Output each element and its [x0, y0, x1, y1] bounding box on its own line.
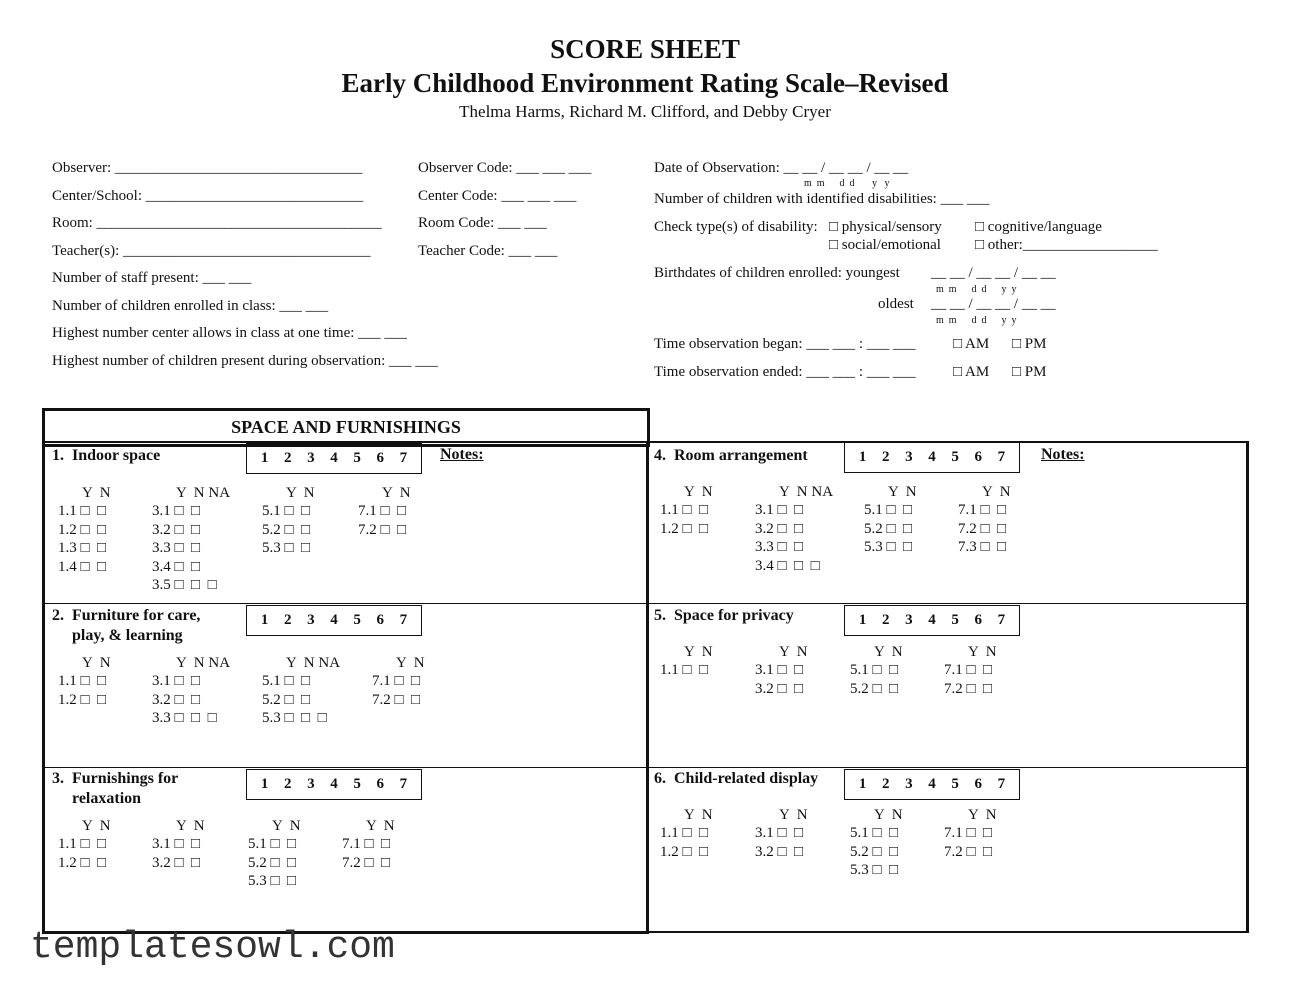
staff-present-field[interactable]: Number of staff present: ___ ___	[52, 270, 252, 286]
indicator-row[interactable]: 1.2 □ □	[58, 854, 107, 871]
rating-option[interactable]: 2	[283, 450, 292, 466]
notes-label-1: Notes:	[440, 446, 484, 463]
indicator-row[interactable]: 3.4 □ □	[152, 558, 201, 575]
yn-header: Y N NA	[176, 655, 231, 671]
indicator-row[interactable]: 1.1 □ □	[660, 825, 709, 841]
rating-option[interactable]: 2	[881, 612, 890, 628]
indicator-row[interactable]: 1.2 □ □	[660, 843, 709, 860]
indicator-row[interactable]: 3.2 □ □	[152, 691, 201, 708]
highest-allowed-field[interactable]: Highest number center allows in class at one time: ___ ___	[52, 325, 407, 341]
rating-option[interactable]: 1	[858, 612, 867, 628]
indicator-row[interactable]: 5.2 □ □	[864, 520, 913, 537]
rating-scale[interactable]	[246, 443, 422, 474]
rating-option[interactable]: 5	[353, 612, 361, 628]
yn-header: Y N	[779, 807, 808, 823]
indicator-row[interactable]: 1.1 □ □	[58, 836, 107, 852]
oldest-hint: m m d d y y	[936, 315, 1017, 326]
rating-option[interactable]: 6	[974, 776, 983, 792]
rating-option[interactable]: 6	[376, 776, 385, 792]
rating-option[interactable]: 3	[905, 612, 913, 628]
rating-option[interactable]: 1	[260, 450, 269, 466]
time-began-field[interactable]: Time observation began: ___ ___ : ___ ___	[654, 336, 916, 352]
center-field[interactable]: Center/School: _____________________________	[52, 188, 364, 204]
indicator-row[interactable]: 3.1 □ □	[755, 662, 804, 678]
indicator-row[interactable]: 7.2 □ □	[944, 843, 993, 860]
teacher-field[interactable]: Teacher(s): _________________________________	[52, 243, 371, 259]
room-code-field[interactable]: Room Code: ___ ___	[418, 215, 547, 231]
rating-option[interactable]: 6	[974, 612, 983, 628]
rating-option[interactable]: 1	[260, 776, 269, 792]
yn-header: Y N	[176, 818, 205, 834]
rating-option[interactable]: 4	[330, 450, 338, 466]
time-ended-field[interactable]: Time observation ended: ___ ___ : ___ ___	[654, 364, 916, 380]
indicator-row[interactable]: 1.1 □ □	[58, 503, 107, 519]
divider	[44, 603, 1247, 604]
item-title: 2. Furniture for care, play, & learning	[52, 607, 201, 644]
rating-option[interactable]: 7	[399, 776, 408, 792]
highest-present-field[interactable]: Highest number of children present during observation: ___ ___	[52, 353, 438, 369]
indicator-row[interactable]: 7.2 □ □	[342, 854, 391, 871]
yn-header: Y N	[874, 644, 903, 660]
page-title: SCORE SHEET	[550, 34, 740, 64]
teacher-code-field[interactable]: Teacher Code: ___ ___	[418, 243, 558, 259]
ended-am-checkbox[interactable]: □ AM	[953, 364, 990, 380]
rating-option[interactable]: 2	[283, 776, 292, 792]
indicator-row[interactable]: 5.2 □ □	[850, 680, 899, 697]
yn-header: Y N NA	[286, 655, 341, 671]
indicator-row[interactable]: 5.1 □ □	[850, 662, 899, 678]
indicator-row[interactable]: 5.3 □ □	[248, 873, 297, 889]
indicator-row[interactable]: 1.1 □ □	[660, 502, 709, 518]
indicator-row[interactable]: 3.2 □ □	[755, 520, 804, 537]
indicator-row[interactable]: 7.1 □ □	[372, 673, 421, 689]
indicator-row[interactable]: 7.1 □ □	[944, 662, 993, 678]
rating-option[interactable]: 3	[307, 776, 315, 792]
indicator-row[interactable]: 5.2 □ □	[262, 521, 311, 538]
oldest-field[interactable]: __ __ / __ __ / __ __	[931, 296, 1056, 312]
indicator-row[interactable]: 3.1 □ □	[755, 502, 804, 518]
indicator-row[interactable]: 7.1 □ □	[358, 503, 407, 519]
yn-header: Y N	[286, 485, 315, 501]
divider	[44, 767, 1247, 768]
social-checkbox[interactable]: □ social/emotional	[829, 237, 941, 253]
rating-option[interactable]: 5	[951, 449, 959, 465]
indicator-row[interactable]: 5.1 □ □	[850, 825, 899, 841]
rating-option[interactable]: 3	[905, 449, 913, 465]
cognitive-checkbox[interactable]: □ cognitive/language	[975, 219, 1102, 235]
yn-header: Y N	[874, 807, 903, 823]
yn-header: Y N NA	[779, 484, 834, 500]
indicator-row[interactable]: 3.3 □ □	[755, 539, 804, 555]
rating-option[interactable]: 7	[399, 612, 408, 628]
rating-option[interactable]: 3	[307, 450, 315, 466]
watermark: templatesowl.com	[30, 926, 395, 969]
rating-option[interactable]: 5	[951, 612, 959, 628]
section-title: SPACE AND FURNISHINGS	[231, 417, 461, 437]
rating-scale[interactable]	[844, 605, 1020, 636]
youngest-field[interactable]: __ __ / __ __ / __ __	[931, 265, 1056, 281]
oldest-label: oldest	[878, 296, 914, 312]
indicator-row[interactable]: 3.4 □ □ □	[755, 557, 820, 574]
indicator-row[interactable]: 7.2 □ □	[372, 691, 421, 708]
began-pm-checkbox[interactable]: □ PM	[1012, 336, 1047, 352]
yn-header: Y N	[684, 807, 713, 823]
item-title: 6. Child-related display	[654, 770, 819, 787]
date-field[interactable]: Date of Observation: __ __ / __ __ / __ __	[654, 160, 909, 176]
children-enrolled-field[interactable]: Number of children enrolled in class: ___ ___	[52, 298, 329, 314]
rating-option[interactable]: 4	[928, 612, 936, 628]
rating-option[interactable]: 7	[997, 612, 1006, 628]
indicator-row[interactable]: 7.1 □ □	[342, 836, 391, 852]
rating-option[interactable]: 4	[330, 776, 338, 792]
indicator-row[interactable]: 5.3 □ □	[850, 862, 899, 878]
indicator-row[interactable]: 7.2 □ □	[944, 680, 993, 697]
yn-header: Y N	[272, 818, 301, 834]
date-hint: m m d d y y	[804, 178, 890, 189]
rating-option[interactable]: 1	[858, 776, 867, 792]
item-title: 4. Room arrangement	[654, 447, 808, 464]
indicator-row[interactable]: 3.3 □ □	[152, 540, 201, 556]
page-subtitle: Early Childhood Environment Rating Scale–Revised	[341, 68, 949, 98]
rating-option[interactable]: 5	[353, 776, 361, 792]
authors: Thelma Harms, Richard M. Clifford, and Debby Cryer	[459, 102, 831, 121]
yn-header: Y N	[684, 484, 713, 500]
rating-option[interactable]: 4	[330, 612, 338, 628]
rating-option[interactable]: 7	[997, 776, 1006, 792]
observer-code-field[interactable]: Observer Code: ___ ___ ___	[418, 160, 592, 176]
indicator-row[interactable]: 5.1 □ □	[248, 836, 297, 852]
indicator-row[interactable]: 5.3 □ □	[864, 539, 913, 555]
yn-header: Y N	[779, 644, 808, 660]
indicator-row[interactable]: 1.2 □ □	[58, 521, 107, 538]
indicator-row[interactable]: 3.1 □ □	[152, 503, 201, 519]
disabilities-field[interactable]: Number of children with identified disabilities: ___ ___	[654, 191, 990, 207]
indicator-row[interactable]: 1.2 □ □	[58, 691, 107, 708]
indicator-row[interactable]: 5.2 □ □	[850, 843, 899, 860]
indicator-row[interactable]: 3.1 □ □	[755, 825, 804, 841]
indicator-row[interactable]: 5.1 □ □	[262, 503, 311, 519]
disability-type-label: Check type(s) of disability:	[654, 219, 818, 235]
rating-option[interactable]: 7	[399, 450, 408, 466]
indicator-row[interactable]: 3.1 □ □	[152, 673, 201, 689]
indicator-row[interactable]: 1.4 □ □	[58, 558, 107, 575]
item-title: 3. Furnishings for relaxation	[52, 770, 179, 807]
rating-scale[interactable]	[246, 605, 422, 636]
indicator-row[interactable]: 5.2 □ □	[262, 691, 311, 708]
rating-option[interactable]: 3	[905, 776, 913, 792]
yn-header: Y N	[82, 818, 111, 834]
yn-header: Y N	[82, 655, 111, 671]
rating-scale[interactable]	[844, 442, 1020, 473]
indicator-row[interactable]: 3.3 □ □ □	[152, 710, 217, 726]
other-checkbox[interactable]: □ other:__________________	[975, 237, 1158, 253]
ended-pm-checkbox[interactable]: □ PM	[1012, 364, 1047, 380]
indicator-row[interactable]: 3.1 □ □	[152, 836, 201, 852]
indicator-row[interactable]: 1.1 □ □	[58, 673, 107, 689]
yn-header: Y N NA	[176, 485, 231, 501]
indicator-row[interactable]: 3.2 □ □	[152, 521, 201, 538]
indicator-row[interactable]: 7.2 □ □	[958, 520, 1007, 537]
indicator-row[interactable]: 5.1 □ □	[864, 502, 913, 518]
yn-header: Y N	[382, 485, 411, 501]
rating-option[interactable]: 4	[928, 776, 936, 792]
yn-header: Y N	[982, 484, 1011, 500]
rating-option[interactable]: 4	[928, 449, 936, 465]
indicator-row[interactable]: 7.3 □ □	[958, 539, 1007, 555]
birthdates-label: Birthdates of children enrolled: youngest	[654, 265, 900, 281]
indicator-row[interactable]: 3.2 □ □	[152, 854, 201, 871]
rating-option[interactable]: 6	[376, 450, 385, 466]
physical-checkbox[interactable]: □ physical/sensory	[829, 219, 942, 235]
indicator-row[interactable]: 7.1 □ □	[958, 502, 1007, 518]
item-title: 5. Space for privacy	[654, 607, 794, 624]
notes-label-4: Notes:	[1041, 446, 1085, 463]
indicator-row[interactable]: 7.1 □ □	[944, 825, 993, 841]
yn-header: Y N	[366, 818, 395, 834]
rating-option[interactable]: 7	[997, 449, 1006, 465]
yn-header: Y N	[396, 655, 425, 671]
yn-header: Y N	[82, 485, 111, 501]
rating-option[interactable]: 3	[307, 612, 315, 628]
began-am-checkbox[interactable]: □ AM	[953, 336, 990, 352]
rating-option[interactable]: 5	[951, 776, 959, 792]
indicator-row[interactable]: 5.1 □ □	[262, 673, 311, 689]
item-title: 1. Indoor space	[52, 447, 161, 464]
observer-field[interactable]: Observer: _________________________________	[52, 160, 363, 176]
rating-option[interactable]: 2	[283, 612, 292, 628]
indicator-row[interactable]: 3.5 □ □ □	[152, 577, 217, 593]
indicator-row[interactable]: 7.2 □ □	[358, 521, 407, 538]
indicator-row[interactable]: 1.2 □ □	[660, 520, 709, 537]
indicator-row[interactable]: 5.3 □ □	[262, 540, 311, 556]
rating-scale[interactable]	[844, 769, 1020, 800]
indicator-row[interactable]: 5.2 □ □	[248, 854, 297, 871]
youngest-hint: m m d d y y	[936, 284, 1017, 295]
indicator-row[interactable]: 5.3 □ □ □	[262, 710, 327, 726]
yn-header: Y N	[968, 807, 997, 823]
indicator-row[interactable]: 3.2 □ □	[755, 843, 804, 860]
yn-header: Y N	[684, 644, 713, 660]
indicator-row[interactable]: 3.2 □ □	[755, 680, 804, 697]
yn-header: Y N	[888, 484, 917, 500]
center-code-field[interactable]: Center Code: ___ ___ ___	[418, 188, 577, 204]
rating-option[interactable]: 1	[858, 449, 867, 465]
rating-option[interactable]: 6	[974, 449, 983, 465]
rating-option[interactable]: 1	[260, 612, 269, 628]
indicator-row[interactable]: 1.3 □ □	[58, 540, 107, 556]
indicator-row[interactable]: 1.1 □ □	[660, 662, 709, 678]
rating-option[interactable]: 5	[353, 450, 361, 466]
rating-scale[interactable]	[246, 769, 422, 800]
room-field[interactable]: Room: ______________________________________	[52, 215, 382, 231]
rating-option[interactable]: 2	[881, 776, 890, 792]
rating-option[interactable]: 6	[376, 612, 385, 628]
yn-header: Y N	[968, 644, 997, 660]
rating-option[interactable]: 2	[881, 449, 890, 465]
